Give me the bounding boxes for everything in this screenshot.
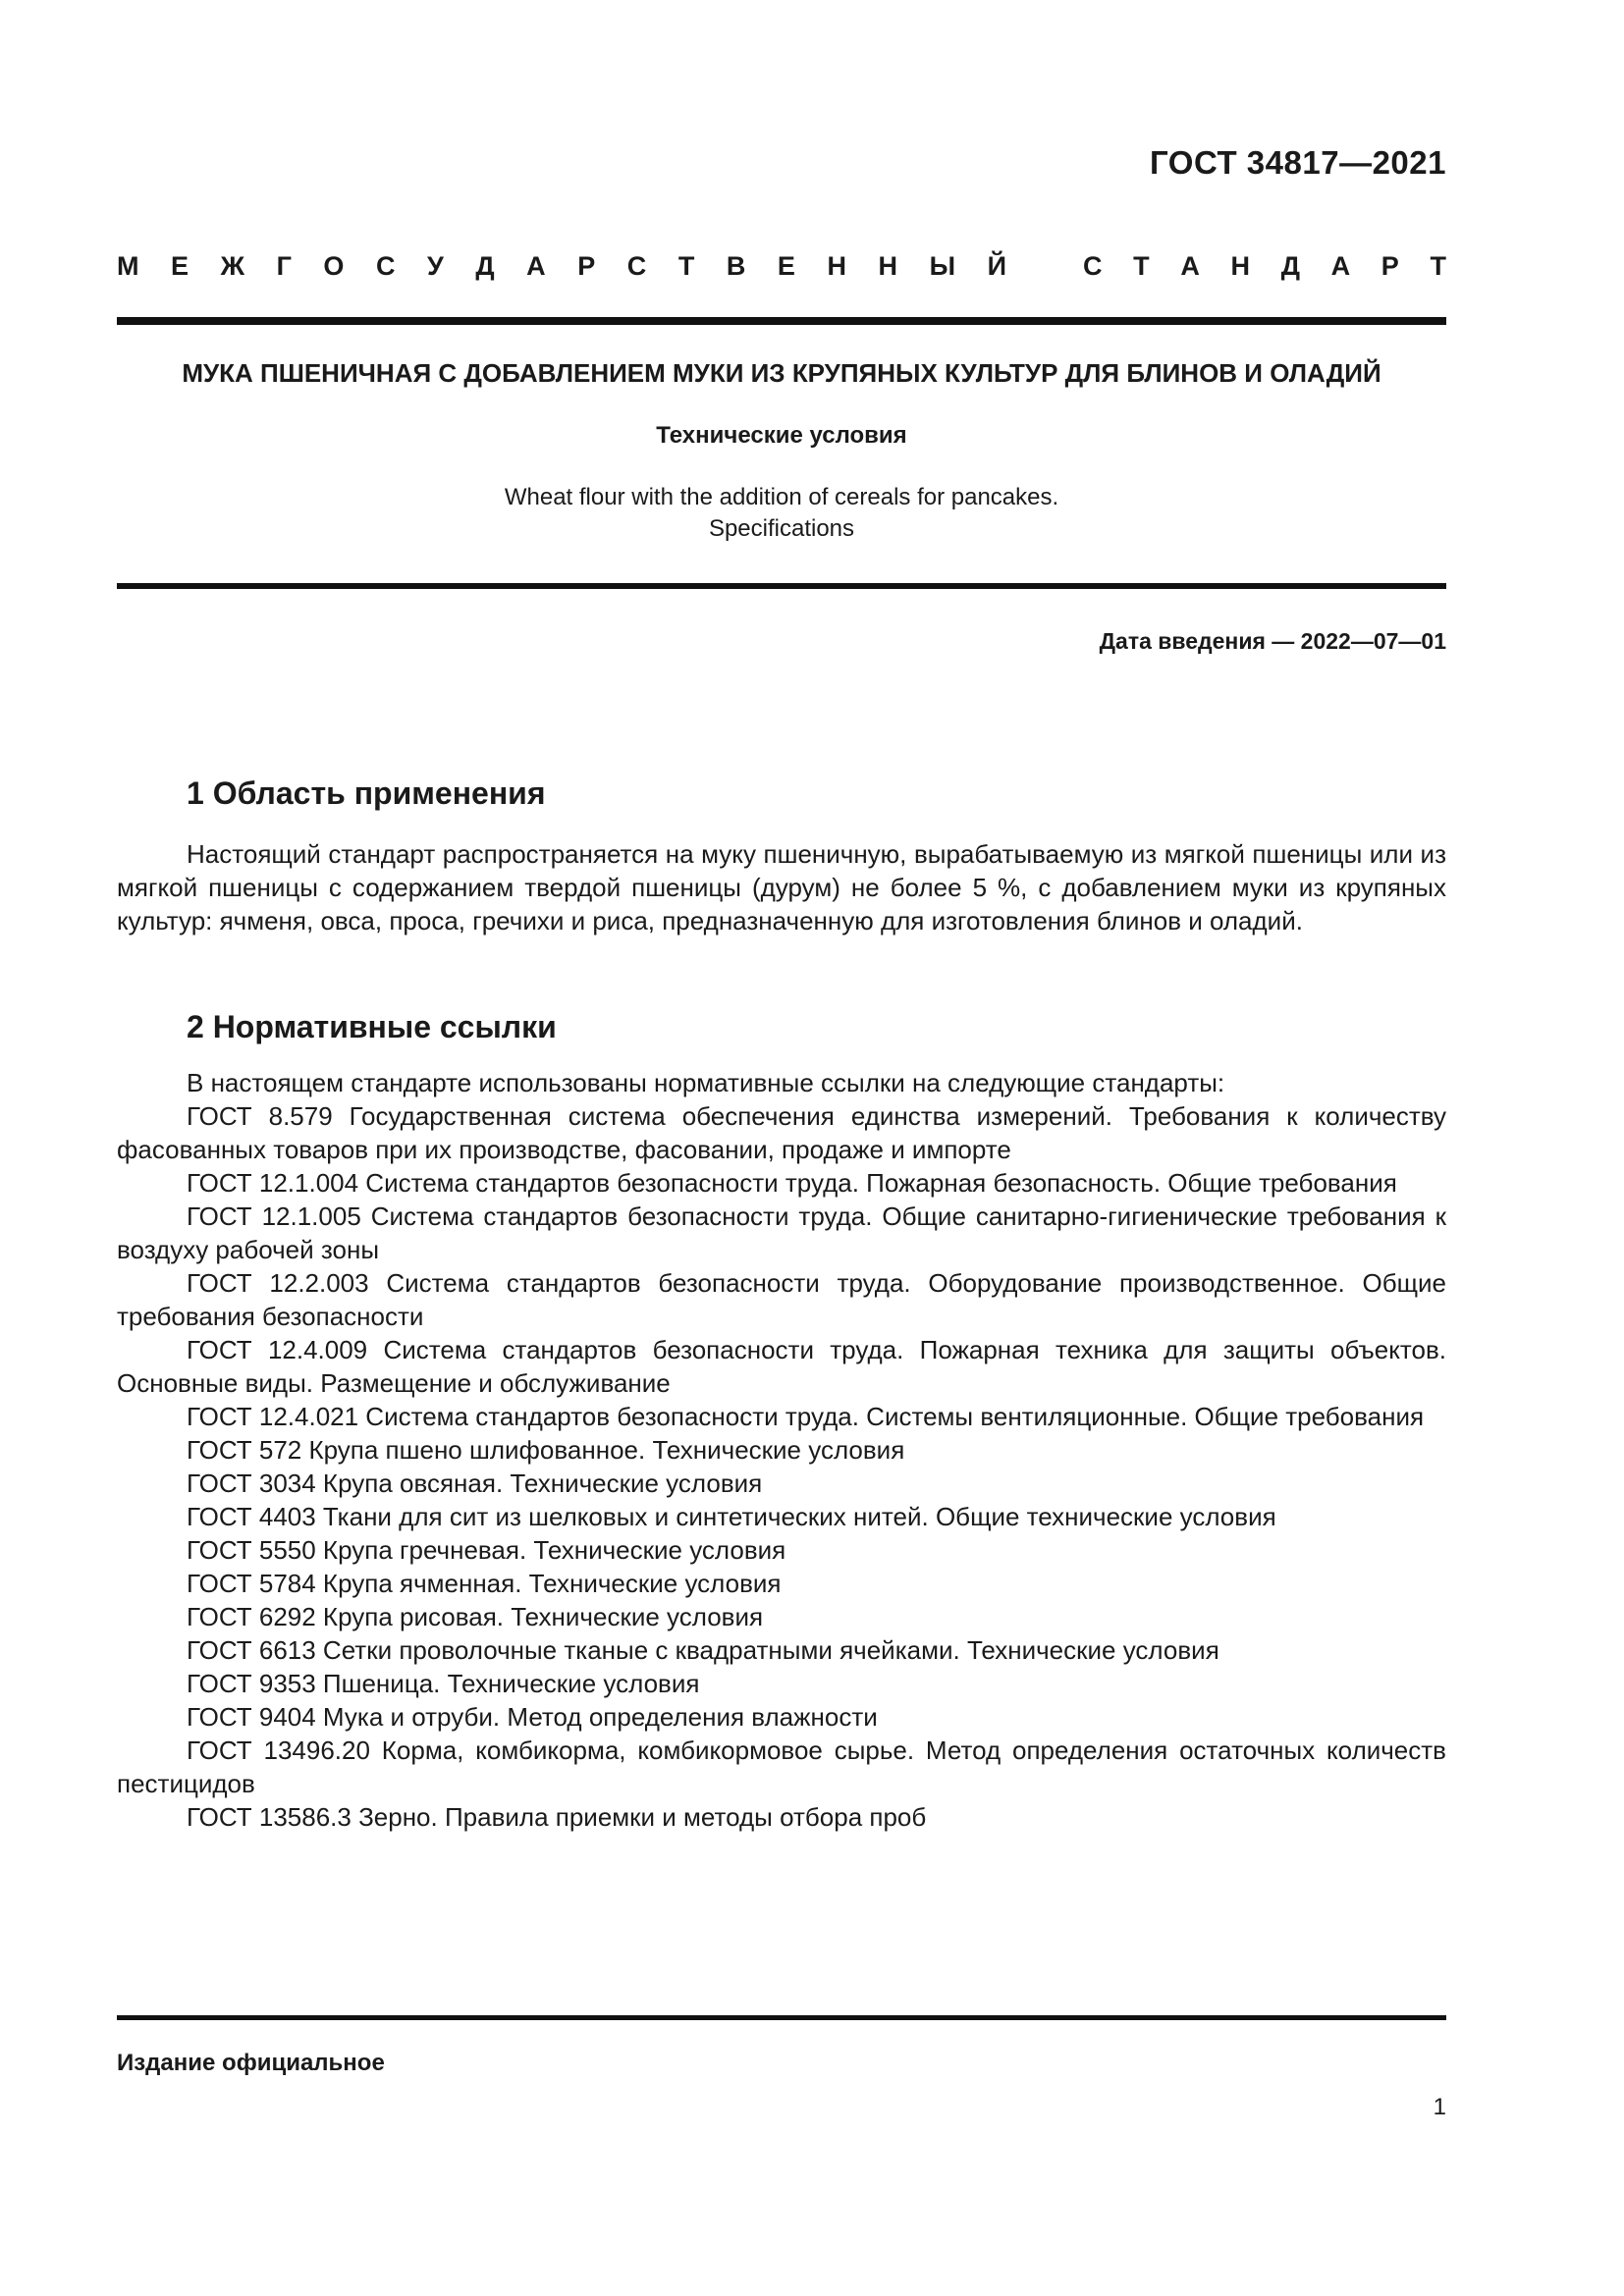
banner-letter: Д — [475, 251, 495, 281]
banner-letter: С — [626, 251, 647, 281]
banner-letter: Й — [987, 251, 1006, 281]
banner-letter: Ж — [220, 251, 245, 281]
reference-item: ГОСТ 13586.3 Зерно. Правила приемки и методы отбора проб — [187, 1802, 927, 1832]
page-number: 1 — [1433, 2094, 1446, 2120]
top-divider — [117, 317, 1446, 325]
banner-letter: А — [1180, 251, 1200, 281]
reference-item: ГОСТ 5550 Крупа гречневая. Технические условия — [187, 1535, 786, 1565]
banner-letter: С — [1083, 251, 1103, 281]
references-list — [117, 1066, 1446, 1834]
official-edition-label: Издание официальное — [117, 2050, 385, 2076]
english-title-line2: Specifications — [708, 515, 855, 542]
reference-item: ГОСТ 6613 Сетки проволочные тканые с квадратными ячейками. Технические условия — [187, 1635, 1219, 1665]
banner-letter: О — [323, 251, 345, 281]
banner-letter: У — [427, 251, 444, 281]
banner-letter: Т — [1133, 251, 1150, 281]
banner-letter: Н — [878, 251, 898, 281]
banner-letter: Н — [827, 251, 846, 281]
banner-letter: Т — [1430, 251, 1446, 281]
banner-letter: Д — [1280, 251, 1300, 281]
section-scope-text: Настоящий стандарт распространяется на муку пшеничную, вырабатываемую из мягкой пшеницы или из мягкой пшеницы с содержанием твердой пшеницы (дурум) не более 5 %, с добавлением муки из крупяных культур: ячменя, овса, проса, гречихи и риса, предназначенную для изготовления блинов и оладий. — [117, 839, 1446, 935]
reference-item: ГОСТ 12.1.004 Система стандартов безопасности труда. Пожарная безопасность. Общие требования — [187, 1168, 1397, 1198]
reference-item: ГОСТ 5784 Крупа ячменная. Технические условия — [187, 1569, 782, 1598]
reference-item: ГОСТ 4403 Ткани для сит из шелковых и синтетических нитей. Общие технические условия — [187, 1502, 1276, 1531]
reference-item: ГОСТ 572 Крупа пшено шлифованное. Технические условия — [187, 1435, 905, 1465]
banner-letter: Е — [777, 251, 795, 281]
references-intro: В настоящем стандарте использованы нормативные ссылки на следующие стандарты: — [187, 1068, 1225, 1097]
english-title — [117, 482, 1446, 545]
document-number: ГОСТ 34817—2021 — [1150, 144, 1446, 181]
standard-title: МУКА ПШЕНИЧНАЯ С ДОБАВЛЕНИЕМ МУКИ ИЗ КРУПЯНЫХ КУЛЬТУР ДЛЯ БЛИНОВ И ОЛАДИЙ — [182, 358, 1381, 388]
reference-item: ГОСТ 3034 Крупа овсяная. Технические условия — [187, 1468, 763, 1498]
reference-item: ГОСТ 9353 Пшеница. Технические условия — [187, 1669, 700, 1698]
banner-word-interstate — [117, 251, 1006, 282]
introduction-date: Дата введения — 2022—07—01 — [1099, 628, 1446, 654]
section-references-heading: 2 Нормативные ссылки — [187, 1009, 557, 1044]
banner-letter: М — [117, 251, 139, 281]
banner-letter: Р — [577, 251, 596, 281]
footer-divider — [117, 2015, 1446, 2020]
standard-subtitle: Технические условия — [656, 422, 907, 449]
banner-letter: Т — [677, 251, 695, 281]
reference-item: ГОСТ 12.1.005 Система стандартов безопасности труда. Общие санитарно-гигиенические требования к воздуху рабочей зоны — [117, 1201, 1446, 1264]
reference-item: ГОСТ 13496.20 Корма, комбикорма, комбикормовое сырье. Метод определения остаточных количеств пестицидов — [117, 1735, 1446, 1798]
banner-letter: Е — [171, 251, 189, 281]
banner-letter: Н — [1230, 251, 1251, 281]
reference-item: ГОСТ 6292 Крупа рисовая. Технические условия — [187, 1602, 764, 1631]
banner-word-standard — [1083, 251, 1446, 282]
banner-letter: Ы — [929, 251, 956, 281]
reference-item: ГОСТ 12.4.009 Система стандартов безопасности труда. Пожарная техника для защиты объектов. Основные виды. Размещение и обслуживание — [117, 1335, 1446, 1398]
banner-letter: С — [375, 251, 396, 281]
interstate-standard-banner — [117, 251, 1446, 282]
banner-letter: Г — [276, 251, 292, 281]
banner-letter: А — [1330, 251, 1351, 281]
banner-letter: Р — [1380, 251, 1399, 281]
reference-item: ГОСТ 8.579 Государственная система обеспечения единства измерений. Требования к количеству фасованных товаров при их производстве, фасовании, продаже и импорте — [117, 1101, 1446, 1164]
title-divider — [117, 583, 1446, 589]
reference-item: ГОСТ 12.2.003 Система стандартов безопасности труда. Оборудование производственное. Общие требования безопасности — [117, 1268, 1446, 1331]
reference-item: ГОСТ 9404 Мука и отруби. Метод определения влажности — [187, 1702, 878, 1732]
banner-letter: А — [526, 251, 546, 281]
section-scope-heading: 1 Область применения — [187, 775, 546, 811]
reference-item: ГОСТ 12.4.021 Система стандартов безопасности труда. Системы вентиляционные. Общие требования — [187, 1402, 1425, 1431]
english-title-line1: Wheat flour with the addition of cereals for pancakes. — [504, 484, 1059, 510]
banner-letter: В — [726, 251, 746, 281]
